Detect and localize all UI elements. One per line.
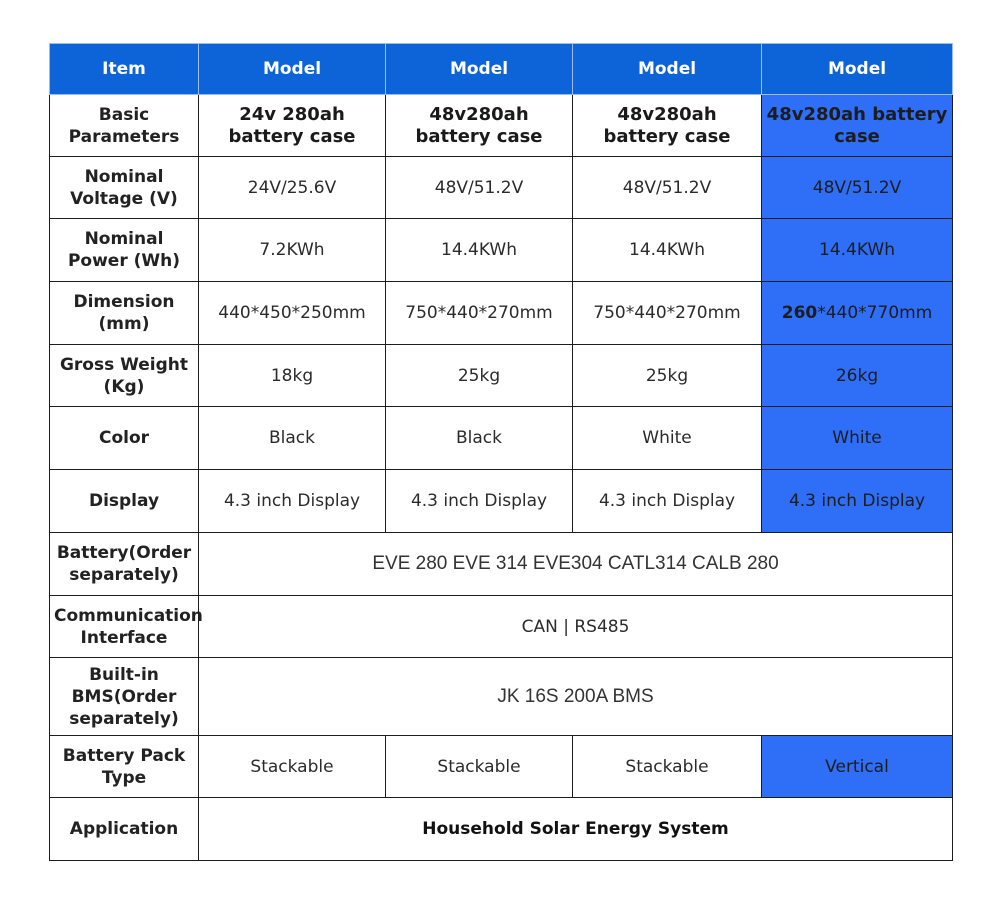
dimension-model-4 bbox=[762, 282, 953, 345]
packtype-model-2: Stackable bbox=[386, 736, 573, 798]
display-model-3: 4.3 inch Display bbox=[573, 470, 762, 533]
row-label-basic: Basic Parameters bbox=[50, 95, 199, 157]
basic-model-2: 48v280ah battery case bbox=[386, 95, 573, 157]
header-model-3: Model bbox=[573, 44, 762, 95]
application-value: Household Solar Energy System bbox=[199, 798, 953, 861]
row-label-dimension: Dimension (mm) bbox=[50, 282, 199, 345]
power-model-2: 14.4KWh bbox=[386, 219, 573, 282]
table-row bbox=[50, 157, 953, 219]
table-row bbox=[50, 282, 953, 345]
table-row bbox=[50, 470, 953, 533]
color-model-1: Black bbox=[199, 407, 386, 470]
row-label-color: Color bbox=[50, 407, 199, 470]
weight-model-2: 25kg bbox=[386, 345, 573, 407]
dimension-model-2: 750*440*270mm bbox=[386, 282, 573, 345]
dimension-rest: *440*770mm bbox=[817, 303, 933, 323]
packtype-model-1: Stackable bbox=[199, 736, 386, 798]
voltage-model-3: 48V/51.2V bbox=[573, 157, 762, 219]
packtype-model-3: Stackable bbox=[573, 736, 762, 798]
header-model-1: Model bbox=[199, 44, 386, 95]
display-model-1: 4.3 inch Display bbox=[199, 470, 386, 533]
display-model-2: 4.3 inch Display bbox=[386, 470, 573, 533]
voltage-model-2: 48V/51.2V bbox=[386, 157, 573, 219]
dimension-prefix: 260 bbox=[781, 303, 818, 323]
voltage-model-1: 24V/25.6V bbox=[199, 157, 386, 219]
bms-value: JK 16S 200A BMS bbox=[199, 658, 953, 736]
power-model-1: 7.2KWh bbox=[199, 219, 386, 282]
table-row bbox=[50, 219, 953, 282]
power-model-4: 14.4KWh bbox=[762, 219, 953, 282]
packtype-model-4: Vertical bbox=[762, 736, 953, 798]
basic-model-3: 48v280ah battery case bbox=[573, 95, 762, 157]
table-row bbox=[50, 533, 953, 596]
row-label-display: Display bbox=[50, 470, 199, 533]
dimension-model-1: 440*450*250mm bbox=[199, 282, 386, 345]
display-model-4: 4.3 inch Display bbox=[762, 470, 953, 533]
row-label-battery: Battery(Order separately) bbox=[50, 533, 199, 596]
color-model-2: Black bbox=[386, 407, 573, 470]
color-model-4: White bbox=[762, 407, 953, 470]
row-label-application: Application bbox=[50, 798, 199, 861]
battery-value: EVE 280 EVE 314 EVE304 CATL314 CALB 280 bbox=[199, 533, 953, 596]
spec-table bbox=[49, 43, 953, 861]
weight-model-1: 18kg bbox=[199, 345, 386, 407]
comm-value: CAN | RS485 bbox=[199, 596, 953, 658]
row-label-weight: Gross Weight (Kg) bbox=[50, 345, 199, 407]
weight-model-3: 25kg bbox=[573, 345, 762, 407]
header-model-4: Model bbox=[762, 44, 953, 95]
row-label-voltage: Nominal Voltage (V) bbox=[50, 157, 199, 219]
basic-model-4: 48v280ah battery case bbox=[762, 95, 953, 157]
table-row bbox=[50, 407, 953, 470]
table-row bbox=[50, 95, 953, 157]
table-row bbox=[50, 658, 953, 736]
dimension-model-3: 750*440*270mm bbox=[573, 282, 762, 345]
table-row bbox=[50, 345, 953, 407]
basic-model-1: 24v 280ah battery case bbox=[199, 95, 386, 157]
header-model-2: Model bbox=[386, 44, 573, 95]
table-row bbox=[50, 736, 953, 798]
header-row bbox=[50, 44, 953, 95]
row-label-packtype: Battery Pack Type bbox=[50, 736, 199, 798]
header-item: Item bbox=[50, 44, 199, 95]
table-row bbox=[50, 798, 953, 861]
color-model-3: White bbox=[573, 407, 762, 470]
row-label-power: Nominal Power (Wh) bbox=[50, 219, 199, 282]
table-row bbox=[50, 596, 953, 658]
power-model-3: 14.4KWh bbox=[573, 219, 762, 282]
weight-model-4: 26kg bbox=[762, 345, 953, 407]
voltage-model-4: 48V/51.2V bbox=[762, 157, 953, 219]
row-label-bms: Built-in BMS(Order separately) bbox=[50, 658, 199, 736]
row-label-comm: Communication Interface bbox=[50, 596, 199, 658]
